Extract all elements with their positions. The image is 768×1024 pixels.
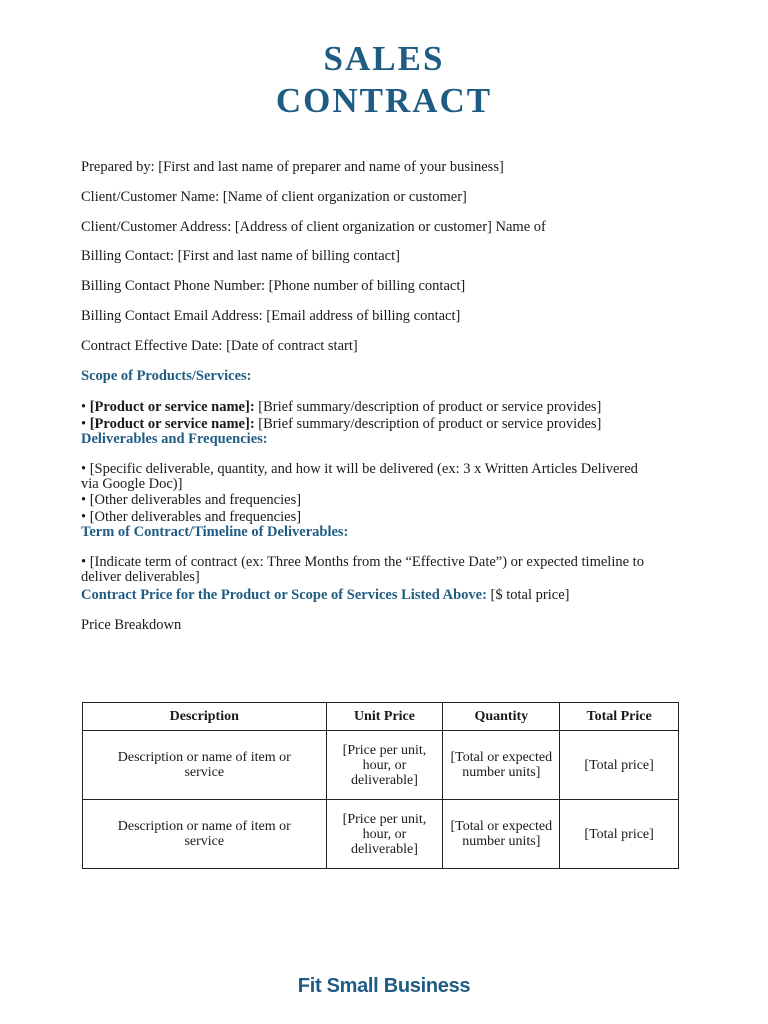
price-line xyxy=(81,586,681,616)
bullet: • xyxy=(81,415,87,432)
deliverable-item: • [Specific deliverable, quantity, and how it will be delivered (ex: 3 x Written Articles Delivered via Google Doc)] xyxy=(81,460,638,492)
document-title xyxy=(0,38,768,122)
cell-unit-price: [Price per unit, hour, or deliverable] xyxy=(326,800,443,869)
field-client-name: Client/Customer Name: [Name of client organization or customer] xyxy=(81,188,467,205)
cell-quantity: [Total or expected number units] xyxy=(443,800,560,869)
field-billing-email: Billing Contact Email Address: [Email address of billing contact] xyxy=(81,307,461,324)
term-item: • [Indicate term of contract (ex: Three Months from the “Effective Date”) or expected timeline to deliver deliverables] xyxy=(81,553,644,585)
term-heading: Term of Contract/Timeline of Deliverables: xyxy=(81,523,349,540)
scope-heading: Scope of Products/Services: xyxy=(81,367,252,384)
scope-item-label: [Product or service name]: xyxy=(89,415,255,432)
table-header-row xyxy=(83,703,679,731)
contract-body xyxy=(81,158,681,634)
field-prepared-by: Prepared by: [First and last name of preparer and name of your business] xyxy=(81,159,504,175)
field-billing-phone: Billing Contact Phone Number: [Phone number of billing contact] xyxy=(81,278,466,295)
field-billing-contact: Billing Contact: [First and last name of billing contact] xyxy=(81,248,400,265)
scope-item-text: [Brief summary/description of product or service provides] xyxy=(254,415,602,432)
scope-list xyxy=(81,399,681,430)
brand-logo: Fit Small Business xyxy=(297,975,471,997)
cell-quantity: [Total or expected number units] xyxy=(443,731,560,800)
table-row xyxy=(83,731,679,800)
deliverable-item: • [Other deliverables and frequencies] xyxy=(81,508,302,525)
price-breakdown-label: Price Breakdown xyxy=(81,616,182,633)
col-header-total-price: Total Price xyxy=(560,703,679,731)
price-breakdown-table xyxy=(82,702,679,869)
cell-description: Description or name of item or service xyxy=(83,731,327,800)
price-heading: Contract Price for the Product or Scope of Services Listed Above: xyxy=(81,586,487,603)
scope-item xyxy=(81,399,681,416)
col-header-unit-price: Unit Price xyxy=(326,703,443,731)
term-list xyxy=(81,555,681,586)
table-row xyxy=(83,800,679,869)
cell-total-price: [Total price] xyxy=(560,800,679,869)
title-line-2: CONTRACT xyxy=(275,81,493,120)
title-line-1: SALES xyxy=(323,39,445,78)
cell-description: Description or name of item or service xyxy=(83,800,327,869)
price-value: [$ total price] xyxy=(486,586,570,603)
col-header-quantity: Quantity xyxy=(443,703,560,731)
deliverables-heading: Deliverables and Frequencies: xyxy=(81,430,268,447)
col-header-description: Description xyxy=(83,703,327,731)
deliverables-list xyxy=(81,460,681,525)
field-effective-date: Contract Effective Date: [Date of contract start] xyxy=(81,337,358,354)
scope-item-text: [Brief summary/description of product or service provides] xyxy=(254,398,602,415)
bullet: • xyxy=(81,398,87,415)
cell-total-price: [Total price] xyxy=(560,731,679,800)
field-client-address: Client/Customer Address: [Address of client organization or customer] Name of xyxy=(81,218,546,235)
deliverable-item: • [Other deliverables and frequencies] xyxy=(81,491,302,508)
cell-unit-price: [Price per unit, hour, or deliverable] xyxy=(326,731,443,800)
scope-item-label: [Product or service name]: xyxy=(89,398,255,415)
